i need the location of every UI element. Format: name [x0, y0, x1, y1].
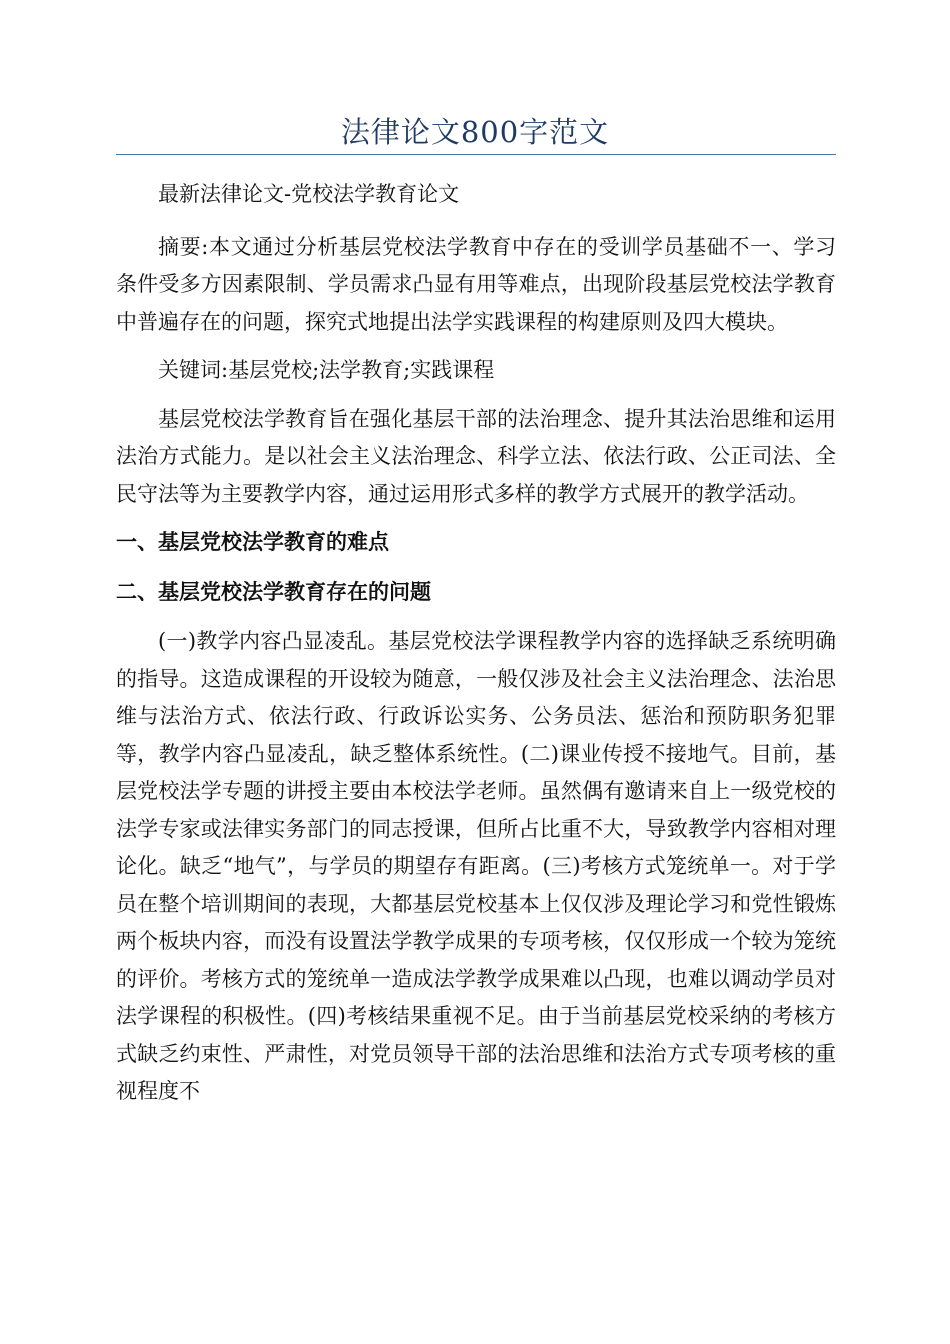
keywords-paragraph: 关键词:基层党校;法学教育;实践课程 [158, 358, 495, 382]
document-subtitle: 最新法律论文-党校法学教育论文 [158, 182, 460, 206]
section-heading-2: 二、基层党校法学教育存在的问题 [116, 579, 431, 604]
section-2-paragraph: (一)教学内容凸显凌乱。基层党校法学课程教学内容的选择缺乏系统明确的指导。这造成课程的开设较为随意，一般仅涉及社会主义法治理念、法治思维与法治方式、依法行政、行政诉讼实务、公务员法、惩治和预防职务犯罪等，教学内容凸显凌乱，缺乏整体系统性。(二)课业传授不接地气。目前，基层党校法学专题的讲授主要由本校法学老师。虽然偶有邀请来自上一级党校的法学专家或法律实务部门的同志授课，但所占比重不大，导致教学内容相对理论化。缺乏“地气”，与学员的期望存有距离。(三)考核方式笼统单一。对于学员在整个培训期间的表现，大都基层党校基本上仅仅涉及理论学习和党性锻炼两个板块内容，而没有设置法学教学成果的专项考核，仅仅形成一个较为笼统的评价。考核方式的笼统单一造成法学教学成果难以凸现，也难以调动学员对法学课程的积极性。(四)考核结果重视不足。由于当前基层党校采纳的考核方式缺乏约束性、严肃性，对党员领导干部的法治思维和法治方式专项考核的重视程度不 [116, 629, 836, 1103]
section-heading-1: 一、基层党校法学教育的难点 [116, 530, 389, 554]
title-underline [116, 154, 836, 155]
document-body [116, 176, 836, 1122]
intro-paragraph: 基层党校法学教育旨在强化基层干部的法治理念、提升其法治思维和运用法治方式能力。是以社会主义法治理念、科学立法、依法行政、公正司法、全民守法等为主要教学内容，通过运用形式多样的教学方式展开的教学活动。 [116, 406, 836, 506]
abstract-paragraph: 摘要:本文通过分析基层党校法学教育中存在的受训学员基础不一、学习条件受多方因素限制、学员需求凸显有用等难点，出现阶段基层党校法学教育中普遍存在的问题，探究式地提出法学实践课程的构建原则及四大模块。 [116, 234, 836, 334]
document-title: 法律论文800字范文 [340, 115, 610, 149]
